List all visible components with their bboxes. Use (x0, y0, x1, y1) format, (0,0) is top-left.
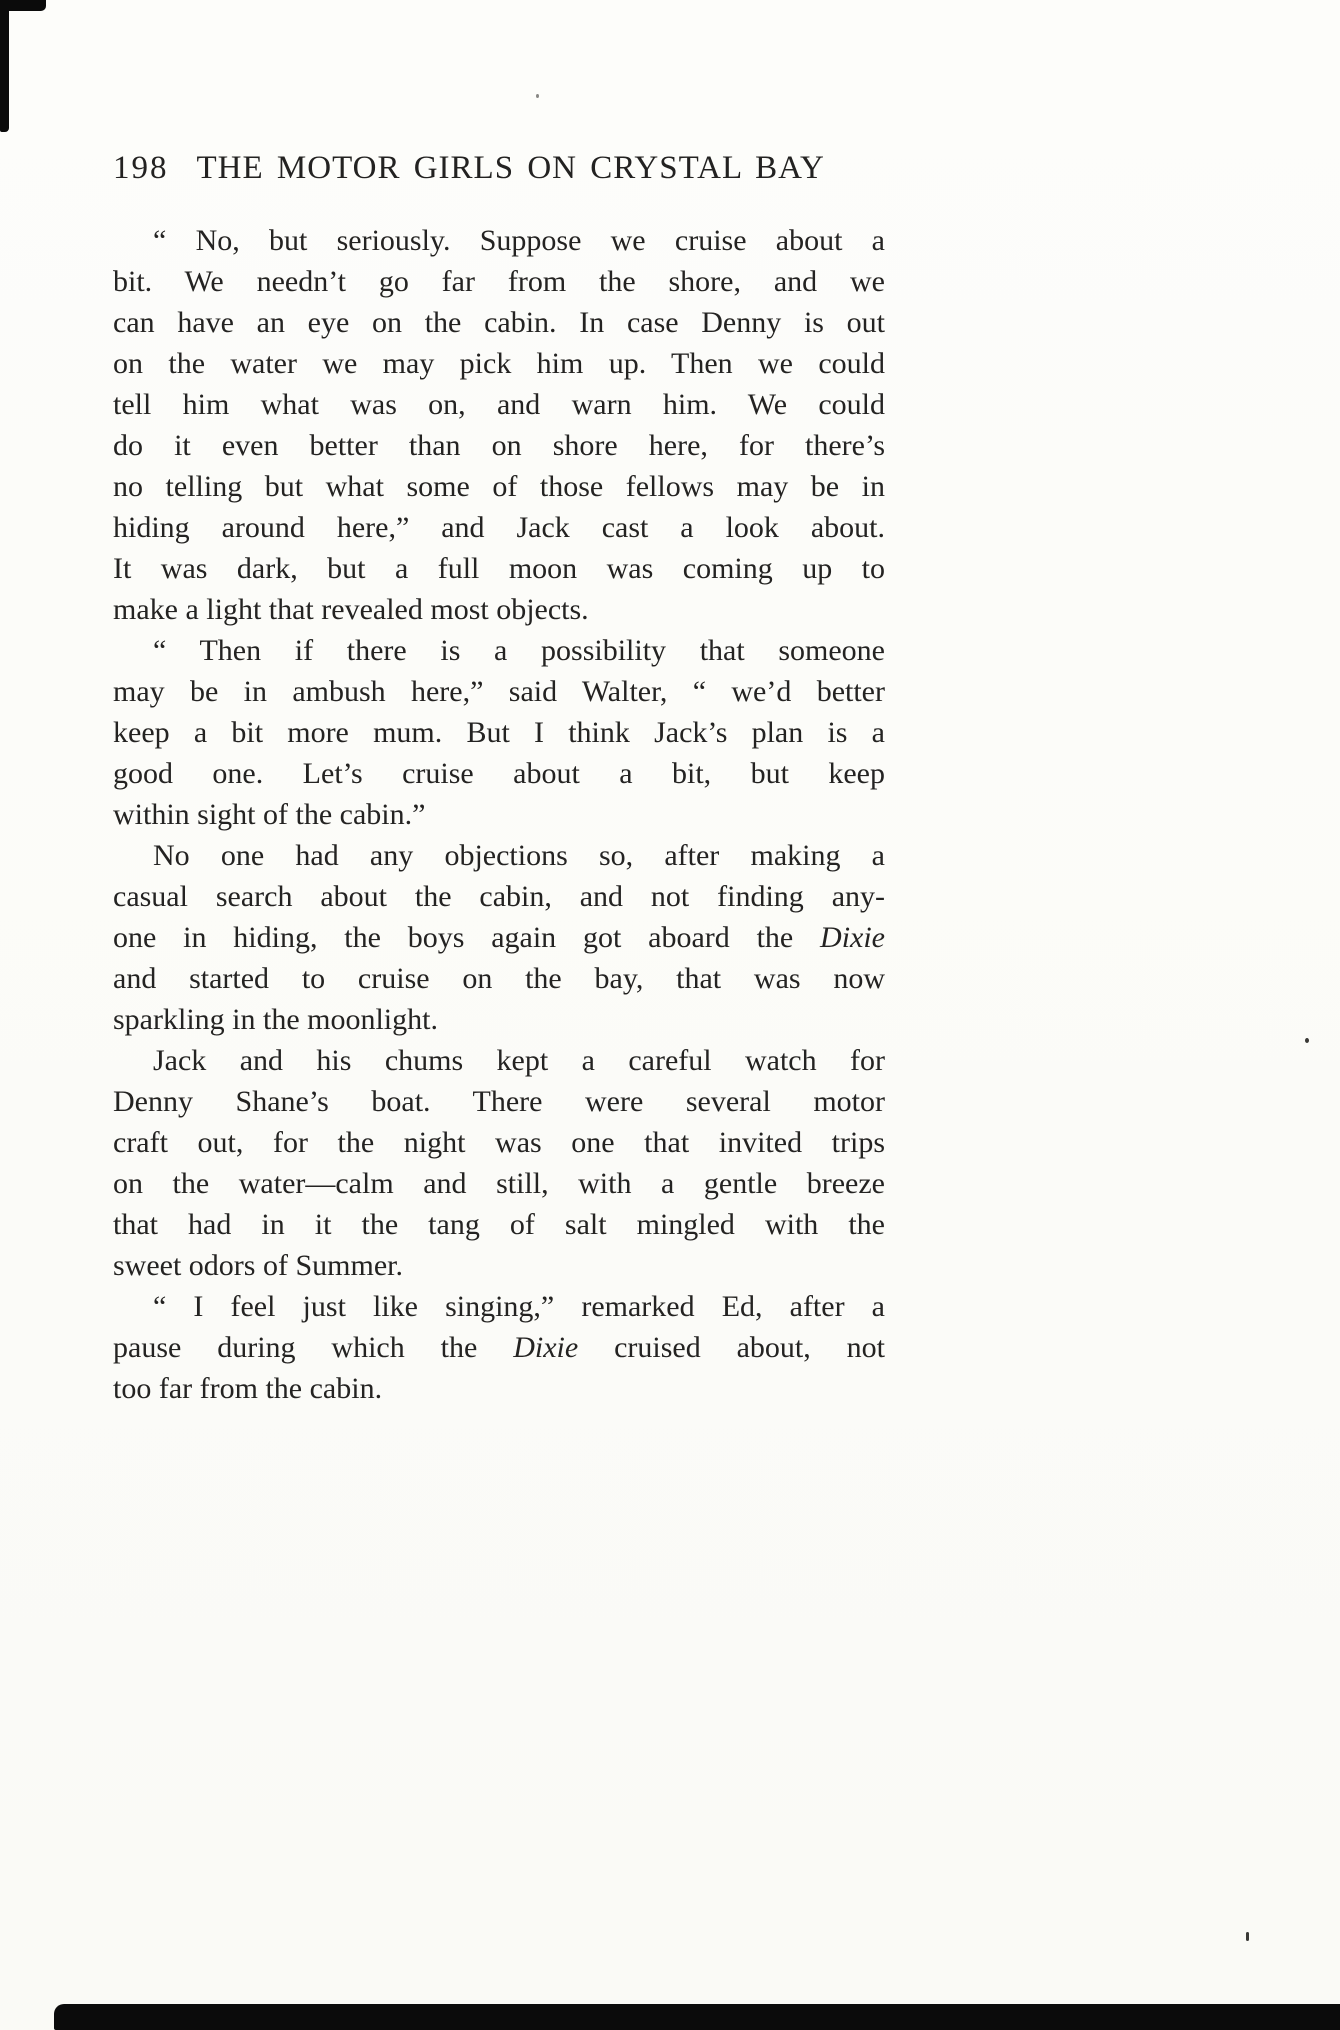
text-line: within sight of the cabin.” (113, 798, 426, 831)
text-block (113, 220, 885, 1409)
text-line: no telling but what some of those fellows may be in (113, 470, 885, 503)
text-line: pause during which the Dixie cruised about, not (113, 1331, 885, 1364)
text-line: It was dark, but a full moon was coming up to (113, 552, 885, 585)
paragraph (113, 1286, 885, 1409)
text-line: bit. We needn’t go far from the shore, and we (113, 265, 885, 298)
paragraph (113, 835, 885, 1040)
scan-speck (536, 94, 539, 98)
text-line: “ I feel just like singing,” remarked Ed, after a (153, 1290, 885, 1323)
text-line: casual search about the cabin, and not finding any- (113, 880, 885, 913)
text-line: sparkling in the moonlight. (113, 1003, 438, 1036)
scan-artifact-top-left-horizontal (0, 0, 46, 11)
text-line: Denny Shane’s boat. There were several motor (113, 1085, 885, 1118)
text-line: too far from the cabin. (113, 1372, 383, 1405)
scan-artifact-bottom-bar (54, 2004, 1340, 2030)
scan-speck (1246, 1932, 1249, 1941)
text-line: that had in it the tang of salt mingled with the (113, 1208, 885, 1241)
text-line: hiding around here,” and Jack cast a look about. (113, 511, 885, 544)
text-line: on the water we may pick him up. Then we could (113, 347, 885, 380)
text-line: “ No, but seriously. Suppose we cruise about a (153, 224, 885, 257)
text-line: do it even better than on shore here, for there’s (113, 429, 885, 462)
text-line: and started to cruise on the bay, that was now (113, 962, 885, 995)
page-header (113, 150, 903, 187)
text-line: make a light that revealed most objects. (113, 593, 589, 626)
page-number: 198 (113, 150, 169, 186)
text-line: keep a bit more mum. But I think Jack’s plan is a (113, 716, 885, 749)
scan-speck (1305, 1038, 1309, 1043)
text-line: good one. Let’s cruise about a bit, but keep (113, 757, 885, 790)
scan-artifact-top-left-vertical (0, 0, 9, 132)
text-line: one in hiding, the boys again got aboard the Dixie (113, 921, 885, 954)
paragraph (113, 630, 885, 835)
text-line: Jack and his chums kept a careful watch for (153, 1044, 885, 1077)
text-line: on the water—calm and still, with a gentle breeze (113, 1167, 885, 1200)
text-line: craft out, for the night was one that invited trips (113, 1126, 885, 1159)
paragraph (113, 220, 885, 630)
text-line: sweet odors of Summer. (113, 1249, 403, 1282)
text-line: may be in ambush here,” said Walter, “ we’d better (113, 675, 885, 708)
text-line: tell him what was on, and warn him. We could (113, 388, 885, 421)
paragraph (113, 1040, 885, 1286)
text-line: can have an eye on the cabin. In case Denny is out (113, 306, 885, 339)
text-line: No one had any objections so, after making a (153, 839, 885, 872)
running-title: THE MOTOR GIRLS ON CRYSTAL BAY (196, 150, 825, 186)
text-line: “ Then if there is a possibility that someone (153, 634, 885, 667)
